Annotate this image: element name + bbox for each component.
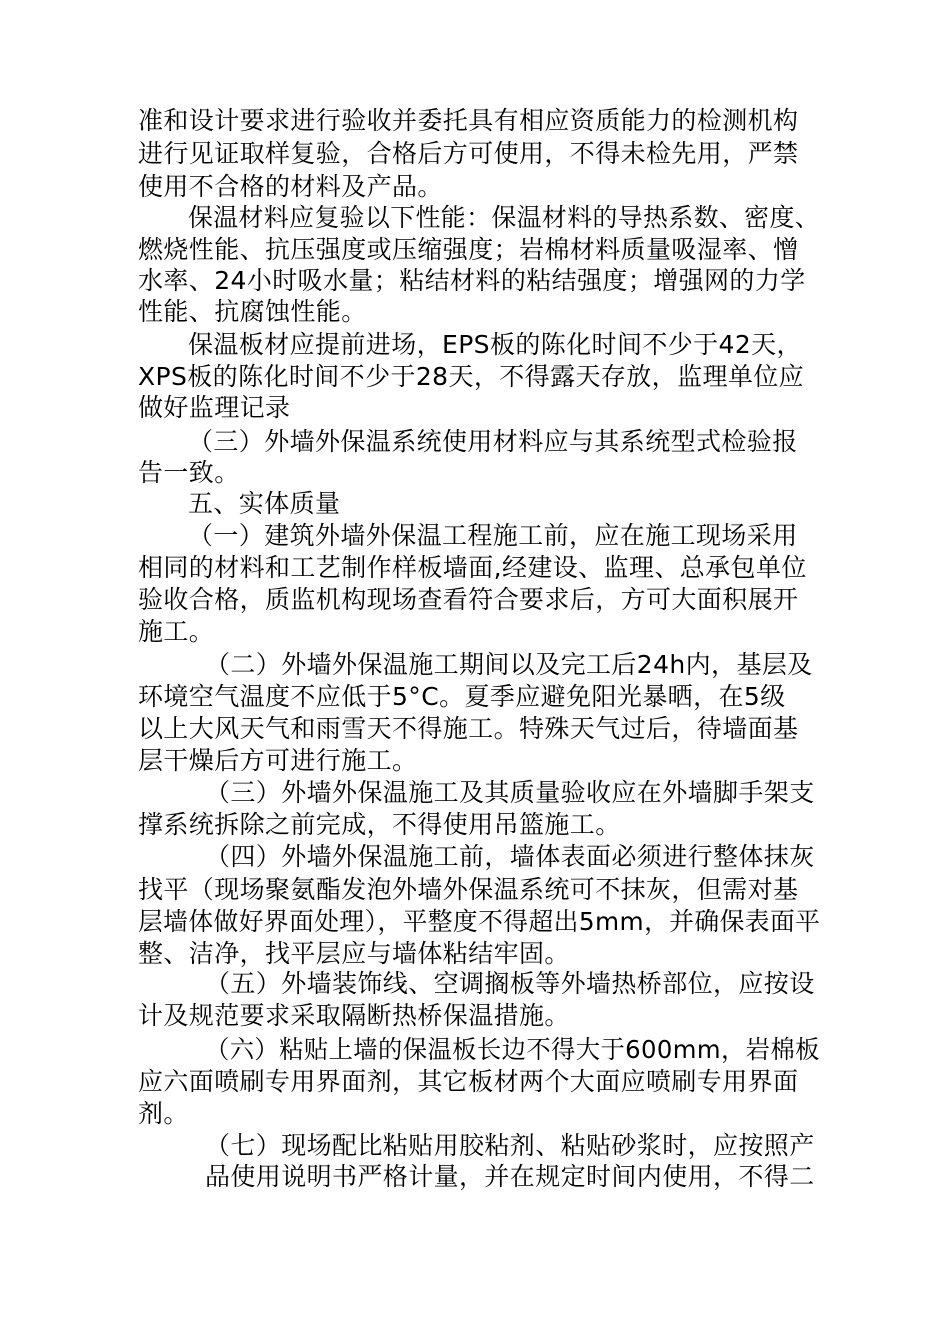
text-line: 撑系统拆除之前完成，不得使用吊篮施工。	[138, 810, 621, 839]
text-line: 保温材料应复验以下性能：保温材料的导热系数、密度、	[188, 203, 821, 232]
text-line: 施工。	[138, 617, 215, 646]
text-line: 做好监理记录	[138, 393, 291, 422]
text-line: （三）外墙外保温系统使用材料应与其系统型式检验报	[188, 427, 798, 456]
text-line: 使用不合格的材料及产品。	[138, 172, 443, 201]
text-line: 剂。	[138, 1099, 189, 1128]
text-line: 验收合格，质监机构现场查看符合要求后，方可大面积展开	[138, 585, 799, 614]
text-line: 告一致。	[138, 458, 240, 487]
text-line: 以上大风天气和雨雪天不得施工。特殊天气过后，待墙面基	[138, 714, 799, 743]
text-line: 整、洁净，找平层应与墙体粘结牢固。	[138, 939, 570, 968]
text-line: 准和设计要求进行验收并委托具有相应资质能力的检测机构	[138, 106, 799, 135]
text-line: 燃烧性能、抗压强度或压缩强度；岩棉材料质量吸湿率、憎	[138, 235, 799, 264]
text-line: （四）外墙外保温施工前，墙体表面必须进行整体抹灰	[205, 842, 815, 871]
text-line: XPS板的陈化时间不少于28天，不得露天存放，监理单位应	[138, 362, 805, 391]
text-line: （六）粘贴上墙的保温板长边不得大于600mm，岩棉板	[205, 1035, 820, 1064]
text-line: 相同的材料和工艺制作样板墙面,经建设、监理、总承包单位	[138, 553, 807, 582]
text-line: （一）建筑外墙外保温工程施工前，应在施工现场采用	[188, 521, 798, 550]
text-line: 环境空气温度不应低于5°C。夏季应避免阳光暴晒，在5级	[138, 682, 786, 711]
text-line: （三）外墙外保温施工及其质量验收应在外墙脚手架支	[205, 778, 815, 807]
text-line: 计及规范要求采取隔断热桥保温措施。	[138, 1001, 570, 1030]
text-line: 层墙体做好界面处理），平整度不得超出5mm，并确保表面平	[138, 907, 821, 936]
text-line: 品使用说明书严格计量，并在规定时间内使用，不得二	[205, 1162, 815, 1191]
text-line: 性能、抗腐蚀性能。	[138, 297, 367, 326]
text-line: （二）外墙外保温施工期间以及完工后24h内，基层及	[205, 650, 813, 679]
text-line: 保温板材应提前进场，EPS板的陈化时间不少于42天，	[188, 330, 802, 359]
text-line: 应六面喷刷专用界面剂，其它板材两个大面应喷刷专用界面	[138, 1067, 799, 1096]
text-line: 层干燥后方可进行施工。	[138, 746, 418, 775]
text-line: 找平（现场聚氨酯发泡外墙外保温系统可不抹灰，但需对基	[138, 875, 799, 904]
section-heading: 五、实体质量	[188, 489, 341, 518]
text-line: （七）现场配比粘贴用胶粘剂、粘贴砂浆时，应按照产	[205, 1131, 815, 1160]
text-line: （五）外墙装饰线、空调搁板等外墙热桥部位，应按设	[205, 969, 815, 998]
text-line: 进行见证取样复验，合格后方可使用，不得未检先用，严禁	[138, 139, 799, 168]
text-line: 水率、24小时吸水量；粘结材料的粘结强度；增强网的力学	[138, 266, 806, 295]
